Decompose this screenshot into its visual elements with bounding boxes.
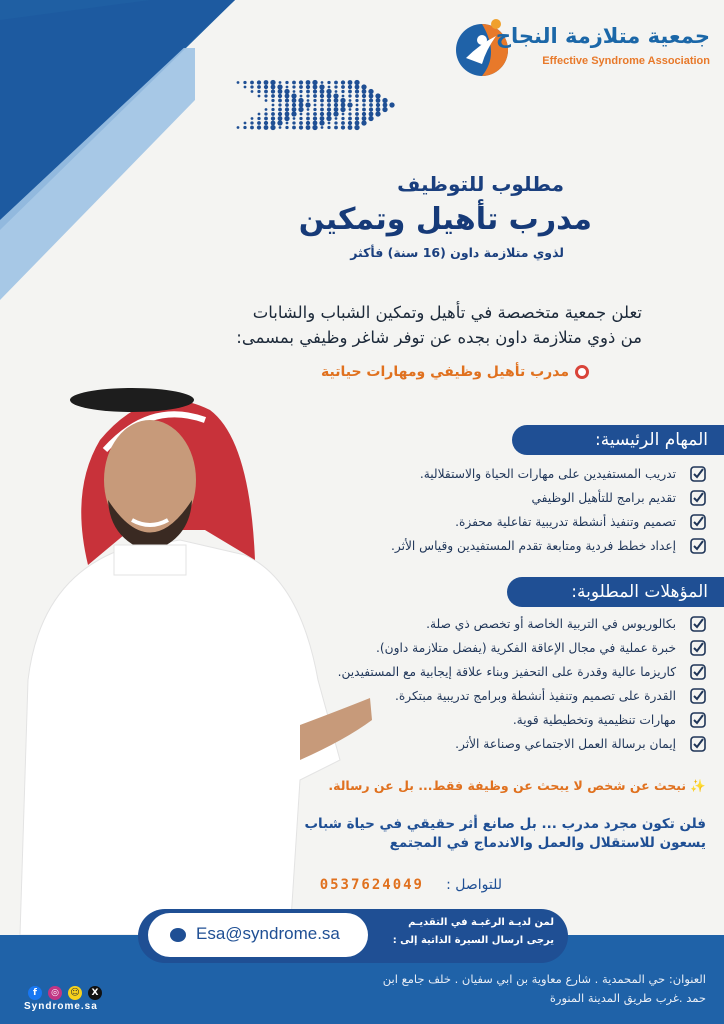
arrow-dot — [348, 85, 352, 89]
arrow-dot — [334, 103, 338, 107]
address-line-1: العنوان: حي المحمدية . شارع معاوية بن ابي سفيان . خلف جامع ابن — [382, 972, 706, 986]
arrow-dot — [284, 89, 289, 94]
position-title — [321, 364, 589, 380]
arrow-dot — [334, 107, 339, 112]
list-item — [338, 612, 706, 636]
arrow-dot — [270, 125, 275, 130]
email-link[interactable]: Esa@syndrome.sa — [196, 924, 340, 943]
arrow-dot — [277, 120, 282, 125]
list-item — [338, 684, 706, 708]
arrow-dot — [312, 125, 317, 130]
arrow-dot — [320, 112, 324, 116]
arrow-dot — [313, 94, 317, 98]
arrow-dot — [250, 81, 254, 85]
check-icon — [690, 664, 706, 680]
arrow-dot — [341, 103, 346, 108]
arrow-dot — [285, 103, 289, 107]
arrow-dot — [271, 85, 276, 90]
list-item — [338, 708, 706, 732]
arrow-dot — [292, 85, 295, 88]
list-item — [391, 486, 706, 510]
qualification-text: بكالوريوس في التربية الخاصة أو تخصص ذي صلة. — [426, 617, 676, 631]
arrow-dot — [314, 104, 317, 107]
check-icon — [690, 688, 706, 704]
top-left-blue-band — [0, 0, 235, 220]
arrow-dot — [291, 111, 296, 116]
arrow-dot — [257, 121, 261, 125]
arrow-dot — [376, 98, 381, 103]
arrow-dot — [271, 116, 275, 120]
arrow-dot — [271, 89, 275, 93]
arrow-dot — [293, 90, 296, 93]
arrow-dot — [271, 121, 276, 126]
arrow-dot — [335, 90, 338, 93]
arrow-dot — [327, 81, 330, 84]
arrow-dot — [278, 89, 283, 94]
arrow-dot — [250, 121, 253, 124]
arrow-dot — [250, 85, 253, 88]
arrow-dot — [334, 121, 337, 124]
arrow-dot — [270, 80, 275, 85]
arrow-dot — [243, 81, 246, 84]
arrow-dot — [313, 121, 318, 126]
arrow-dot — [306, 90, 310, 94]
arrow-dot — [327, 126, 330, 129]
arrow-dot — [313, 116, 317, 120]
tasks-list — [391, 462, 706, 558]
arrow-dot — [334, 98, 339, 103]
arrow-dot — [257, 90, 260, 93]
arrow-dot — [292, 98, 297, 103]
arrow-dot — [326, 89, 331, 94]
arrow-dot — [313, 112, 317, 116]
arrow-dot — [341, 80, 345, 84]
arrow-dot — [299, 117, 302, 120]
arrow-dot — [299, 80, 303, 84]
arrow-dot — [362, 112, 366, 116]
logo-name-arabic: جمعية متلازمة النجاح — [495, 24, 710, 48]
arrow-dot — [264, 112, 267, 115]
arrow-dot — [355, 89, 359, 93]
arrow-dot — [306, 112, 309, 115]
arrow-dot — [348, 94, 351, 97]
arrow-dot — [334, 85, 337, 88]
arrow-dot — [327, 112, 332, 117]
arrow-dot — [341, 85, 345, 89]
arrow-dot — [362, 103, 365, 106]
qualifications-heading: المؤهلات المطلوبة: — [507, 577, 724, 607]
website-brand[interactable]: Syndrome.sa — [24, 1001, 98, 1012]
arrow-dot — [279, 81, 282, 84]
arrow-dot — [278, 116, 283, 121]
arrow-dot — [264, 80, 269, 85]
arrow-dot — [285, 126, 288, 129]
target-icon — [575, 365, 589, 379]
arrow-dot — [278, 112, 282, 116]
x-icon[interactable]: X — [88, 986, 102, 1000]
arrow-dot — [328, 122, 331, 125]
snapchat-icon[interactable]: ☺ — [68, 986, 82, 1000]
arrow-dot — [264, 121, 268, 125]
arrow-dot — [285, 112, 290, 117]
arrow-dot — [348, 90, 352, 94]
arrow-dot — [271, 94, 275, 98]
list-item — [338, 660, 706, 684]
task-text: تصميم وتنفيذ أنشطة تدريبية تفاعلية محفزة. — [455, 515, 676, 529]
arrow-dot — [328, 86, 331, 89]
arrow-dot — [355, 112, 359, 116]
check-icon — [690, 616, 706, 632]
arrow-dot — [349, 108, 352, 111]
arrow-dot — [355, 85, 360, 90]
contact-label: للتواصل : — [446, 877, 502, 893]
arrow-dot — [292, 107, 297, 112]
arrow-dot — [376, 103, 380, 107]
arrow-dot — [250, 126, 254, 130]
arrow-dot — [319, 84, 324, 89]
arrow-dot — [355, 99, 358, 102]
arrow-dot — [334, 126, 338, 130]
arrow-dot — [362, 116, 367, 121]
position-text: مدرب تأهيل وظيفي ومهارات حياتية — [321, 364, 569, 380]
job-subtitle: لذوي متلازمة داون (16 سنة) فأكثر — [350, 245, 564, 260]
arrow-dot — [264, 94, 267, 97]
task-text: تقديم برامج للتأهيل الوظيفي — [531, 491, 676, 505]
hiring-label: مطلوب للتوظيف — [397, 172, 564, 196]
arrow-dot — [348, 121, 352, 125]
arrow-dot — [341, 125, 345, 129]
task-text: تدريب المستفيدين على مهارات الحياة والاستقلالية. — [419, 467, 676, 481]
arrow-dot — [264, 90, 268, 94]
arrow-dot — [355, 108, 358, 111]
arrow-dot — [362, 94, 366, 98]
arrow-dot — [348, 125, 353, 130]
arrow-dot — [355, 116, 359, 120]
arrow-dot — [292, 126, 296, 130]
arrow-dot — [362, 99, 366, 103]
arrow-dot — [369, 103, 373, 107]
qualification-text: مهارات تنظيمية وتخطيطية قوية. — [512, 713, 676, 727]
arrow-dot — [291, 93, 296, 98]
arrow-dot — [333, 93, 338, 98]
check-icon — [690, 514, 706, 530]
arrow-dot — [257, 80, 261, 84]
arrow-dot — [320, 89, 325, 94]
arrow-dot — [299, 103, 304, 108]
arrow-dot — [299, 125, 303, 129]
arrow-dot — [278, 94, 282, 98]
arrow-dot — [327, 94, 332, 99]
intro-paragraph — [82, 300, 642, 350]
arrow-dot — [292, 103, 296, 107]
arrow-dot — [293, 117, 296, 120]
arrow-dot — [265, 108, 268, 111]
arrow-dot — [305, 102, 310, 107]
arrow-dot — [306, 121, 310, 125]
arrow-dot — [285, 81, 288, 84]
check-icon — [690, 640, 706, 656]
task-text: إعداد خطط فردية ومتابعة تقدم المستفيدين وقياس الأثر. — [390, 539, 676, 553]
arrow-dot — [277, 84, 282, 89]
arrow-dot — [320, 99, 324, 103]
arrow-dot — [271, 108, 274, 111]
arrow-dot — [369, 112, 374, 117]
arrow-dot — [361, 84, 366, 89]
address — [306, 970, 706, 1008]
arrow-dot — [306, 117, 310, 121]
arrow-dot — [362, 108, 366, 112]
arrow-dot — [341, 121, 345, 125]
arrow-dot — [313, 108, 316, 111]
arrow-dot — [264, 125, 269, 130]
closing-text — [286, 815, 706, 853]
arrow-dot — [341, 90, 344, 93]
arrow-dot — [320, 94, 324, 98]
tasks-heading: المهام الرئيسية: — [512, 425, 724, 455]
list-item — [338, 732, 706, 756]
arrow-dot — [356, 104, 359, 107]
arrow-dot — [361, 120, 366, 125]
check-icon — [690, 736, 706, 752]
arrow-dot — [327, 98, 331, 102]
intro-line-1: تعلن جمعية متخصصة في تأهيل وتمكين الشباب والشابات — [252, 303, 642, 322]
list-item — [391, 462, 706, 486]
arrow-dot — [375, 111, 380, 116]
arrow-dot — [355, 121, 360, 126]
arrow-dot — [285, 94, 290, 99]
job-title: مدرب تأهيل وتمكين — [298, 202, 592, 237]
arrow-dot — [237, 126, 240, 129]
arrow-dot — [349, 99, 352, 102]
check-icon — [690, 466, 706, 482]
arrow-dot — [306, 85, 310, 89]
arrow-dot — [313, 85, 318, 90]
arrow-dot — [375, 93, 380, 98]
arrow-dot — [237, 81, 240, 84]
arrow-dot — [355, 94, 359, 98]
arrow-dot — [362, 89, 367, 94]
qualification-text: كاريزما عالية وقدرة على التحفيز وبناء علاقة إيجابية مع المستفيدين. — [337, 665, 676, 679]
arrow-dot — [285, 98, 289, 102]
arrow-dot — [340, 107, 345, 112]
arrow-dots-icon — [237, 80, 395, 130]
arrow-dot — [342, 95, 345, 98]
arrow-dot — [306, 125, 311, 130]
arrow-dot — [320, 116, 325, 121]
arrow-dot — [279, 126, 282, 129]
arrow-dot — [326, 116, 331, 121]
arrow-dot — [376, 107, 381, 112]
arrow-dot — [257, 125, 261, 129]
arrow-dot — [368, 89, 373, 94]
arrow-dot — [286, 86, 289, 89]
arrow-dot — [389, 102, 394, 107]
arrow-dot — [300, 113, 303, 116]
arrow-dot — [286, 122, 289, 125]
arrow-dot — [342, 113, 345, 116]
apply-line-1: لمن لديـة الرغبـة في التقديـم — [408, 917, 554, 928]
arrow-dot — [258, 95, 261, 98]
arrow-dot — [265, 99, 268, 102]
arrow-dot — [348, 117, 352, 121]
arrow-dot — [298, 98, 303, 103]
slogan: ✨ نبحث عن شخص لا يبحث عن وظيفة فقط... بل عن رسالة. — [328, 778, 706, 793]
arrow-dot — [313, 99, 316, 102]
arrow-dot — [340, 98, 345, 103]
arrow-dot — [300, 95, 303, 98]
closing-line-1: فلن تكون مجرد مدرب ... بل صانع أثر حقيقي في حياة شباب — [304, 816, 706, 832]
arrow-dot — [354, 125, 359, 130]
arrow-dot — [348, 112, 351, 115]
intro-line-2: من ذوي متلازمة داون بجده عن توفر شاغر وظيفي بمسمى: — [236, 328, 642, 347]
arrow-dot — [319, 120, 324, 125]
arrow-dot — [320, 103, 323, 106]
arrow-dot — [327, 103, 331, 107]
arrow-dot — [348, 80, 353, 85]
arrow-dot — [299, 85, 303, 89]
arrow-dot — [307, 99, 310, 102]
arrow-dot — [272, 104, 275, 107]
arrow-dot — [382, 107, 387, 112]
phone-number[interactable]: 0537624049 — [319, 877, 424, 893]
qualifications-list — [338, 612, 706, 756]
check-icon — [690, 538, 706, 554]
logo-name-english: Effective Syndrome Association — [542, 55, 710, 67]
arrow-dot — [278, 108, 282, 112]
arrow-dot — [278, 99, 282, 103]
arrow-dot — [285, 107, 289, 111]
arrow-dot — [299, 90, 302, 93]
arrow-dot — [292, 121, 295, 124]
arrow-dot — [271, 99, 274, 102]
arrow-dot — [341, 117, 344, 120]
address-line-2: حمد .غرب طريق المدينة المنورة — [549, 991, 706, 1005]
apply-line-2: يرجى ارسال السيرة الذاتية إلى : — [392, 935, 554, 946]
instagram-icon[interactable]: ◎ — [48, 986, 62, 1000]
arrow-dot — [257, 85, 261, 89]
arrow-dot — [320, 108, 324, 112]
arrow-dot — [312, 80, 317, 85]
arrow-dot — [298, 107, 303, 112]
arrow-dot — [368, 116, 373, 121]
arrow-dot — [347, 102, 352, 107]
arrow-dot — [284, 116, 289, 121]
arrow-dot — [292, 81, 296, 85]
arrow-dot — [258, 113, 261, 116]
arrow-dot — [264, 85, 268, 89]
arrow-dot — [333, 111, 338, 116]
arrow-dot — [327, 107, 331, 111]
arrow-dot — [251, 117, 254, 120]
arrow-dot — [354, 80, 359, 85]
arrow-dot — [244, 86, 247, 89]
arrow-dot — [369, 107, 373, 111]
list-item — [391, 534, 706, 558]
arrow-dot — [271, 112, 275, 116]
arrow-dot — [278, 103, 281, 106]
qualification-text: القدرة على تصميم وتنفيذ أنشطة وبرامج تدريبية مبتكرة. — [394, 689, 676, 703]
arrow-dot — [243, 126, 246, 129]
arrow-dot — [321, 126, 324, 129]
arrow-dot — [306, 80, 311, 85]
arrow-dot — [369, 94, 374, 99]
arrow-dot — [251, 90, 254, 93]
list-item — [338, 636, 706, 660]
check-icon — [690, 490, 706, 506]
arrow-dot — [307, 108, 310, 111]
arrow-dot — [244, 122, 247, 125]
envelope-icon — [170, 928, 186, 942]
arrow-dot — [306, 94, 309, 97]
arrow-dot — [369, 98, 373, 102]
arrow-dot — [334, 81, 338, 85]
facebook-icon[interactable]: f — [28, 986, 42, 1000]
list-item — [391, 510, 706, 534]
social-icons — [28, 980, 108, 1000]
arrow-dot — [321, 81, 324, 84]
qualification-text: خبرة عملية في مجال الإعاقة الفكرية (يفضل متلازمة داون). — [376, 641, 676, 655]
closing-line-2: يسعون للاستقلال والعمل والاندماج في المجتمع — [389, 835, 706, 851]
arrow-dot — [264, 117, 268, 121]
arrow-dot — [299, 121, 303, 125]
arrow-dot — [335, 117, 338, 120]
qualification-text: إيمان برسالة العمل الاجتماعي وصناعة الأثر. — [455, 737, 676, 751]
check-icon — [690, 712, 706, 728]
arrow-dot — [382, 98, 387, 103]
arrow-dot — [383, 103, 388, 108]
arrow-dot — [313, 89, 317, 93]
arrow-dot — [257, 117, 260, 120]
